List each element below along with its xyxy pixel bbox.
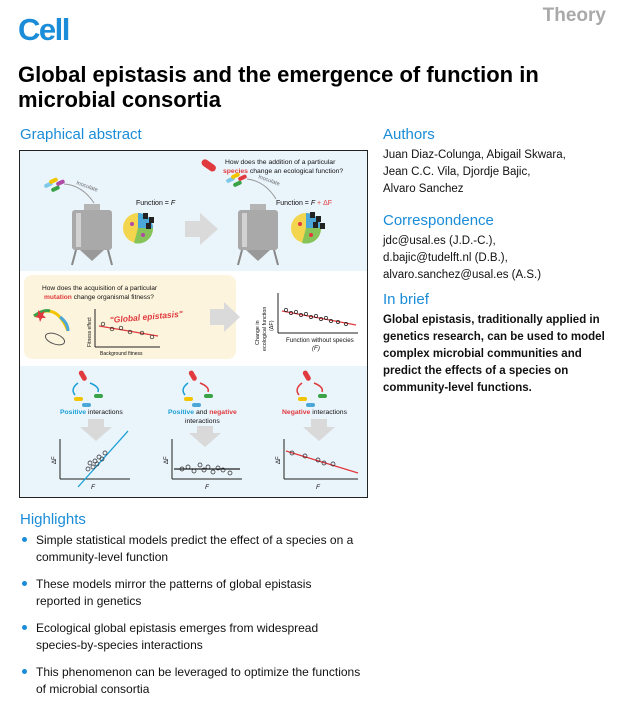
authors-heading: Authors (383, 126, 435, 143)
axis-x-mixed: F (205, 484, 209, 491)
highlight-text: Ecological global epistasis emerges from widespread (36, 621, 319, 635)
svg-text:Positive interactions (60, 409, 123, 416)
article-type-label: Theory (542, 5, 606, 26)
mixed-positive-label: Positive (168, 409, 195, 416)
change-in-function-line2: ecological function (262, 306, 268, 351)
mixed-and-label: and (194, 409, 210, 416)
highlight-item (20, 664, 380, 708)
correspondence-email[interactable]: jdc@usal.es (J.D.-C.), (383, 235, 496, 247)
svg-text:Positive and negative (168, 409, 237, 416)
authors-line: Juan Diaz-Colunga, Abigail Skwara, (383, 149, 566, 161)
mixed-interactions-label: interactions (185, 418, 220, 425)
positive-label: Positive (60, 409, 87, 416)
graphical-abstract-figure (19, 150, 368, 498)
correspondence-heading: Correspondence (383, 212, 494, 229)
svg-text:Function = F + ΔF (276, 200, 332, 207)
graphical-abstract-svg (20, 151, 367, 497)
in-brief-line: Global epistasis, traditionally applied in (383, 314, 600, 326)
function-label-left: Function = (136, 200, 171, 207)
authors-list (383, 147, 566, 198)
highlight-item (20, 532, 380, 576)
axis-x-negative: F (316, 484, 320, 491)
svg-text:Negative interactions (282, 409, 348, 416)
negative-label: Negative (282, 409, 311, 416)
function-without-species-line1: Function without species (286, 337, 354, 344)
question-mutation-line1: How does the acquisition of a particular (42, 285, 158, 292)
function-value-left: F (170, 200, 176, 207)
axis-y-negative: ΔF (276, 456, 282, 464)
bullet-icon (22, 669, 27, 674)
highlight-item (20, 576, 380, 620)
highlights-heading: Highlights (20, 511, 86, 528)
change-in-function-line3: (ΔF) (269, 320, 275, 331)
question-species-rest: change an ecological function? (247, 168, 344, 175)
highlight-text: of microbial consortia (36, 682, 150, 696)
highlight-item (20, 620, 380, 664)
authors-line: Jean C.C. Vila, Djordje Bajic, (383, 166, 531, 178)
in-brief-line: community-level functions. (383, 382, 532, 394)
axis-x-positive: F (91, 484, 95, 491)
in-brief-heading: In brief (383, 291, 429, 308)
journal-logo: Cell (18, 12, 69, 47)
question-mutation-highlight: mutation (44, 294, 72, 301)
negative-interactions-label: interactions (310, 409, 347, 416)
bullet-icon (22, 581, 27, 586)
in-brief-line: complex microbial communities and (383, 348, 582, 360)
in-brief-line: predict the effects of a species on (383, 365, 569, 377)
svg-text:mutation change organismal fit (44, 294, 154, 301)
inoculate-label-right: Inoculate (257, 174, 281, 188)
function-without-species-line2: (F) (312, 345, 320, 352)
question-species-highlight: species (223, 168, 248, 175)
highlight-text: These models mirror the patterns of global epistasis (36, 577, 312, 591)
question-mutation-rest: change organismal fitness? (71, 294, 154, 301)
axis-y-positive: ΔF (52, 456, 58, 464)
global-epistasis-label: "Global epistasis" (109, 308, 184, 325)
highlight-text: reported in genetics (36, 594, 142, 608)
inoculate-label-left: Inoculate (75, 180, 99, 194)
change-in-function-line1: Change in (255, 320, 261, 345)
function-delta-right: + ΔF (315, 200, 333, 207)
in-brief-text (383, 312, 623, 397)
correspondence-email[interactable]: d.bajic@tudelft.nl (D.B.), (383, 252, 508, 264)
fitness-effect-label: Fitness effect (87, 317, 93, 347)
function-label-right: Function = (276, 200, 311, 207)
axis-y-mixed: ΔF (164, 456, 170, 464)
svg-text:Function = F (136, 200, 176, 207)
highlight-text: This phenomenon can be leveraged to optimize the functions (36, 665, 361, 679)
function-value-right: F (310, 200, 316, 207)
correspondence-list (383, 233, 541, 284)
bullet-icon (22, 625, 27, 630)
mixed-negative-label: negative (209, 409, 237, 416)
highlights-list (20, 532, 380, 708)
article-title: Global epistasis and the emergence of function in microbial consortia (18, 62, 539, 112)
svg-text:species change an ecological f (223, 168, 343, 175)
question-species-line1: How does the addition of a particular (225, 159, 336, 166)
correspondence-email[interactable]: alvaro.sanchez@usal.es (A.S.) (383, 269, 542, 281)
positive-interactions-label: interactions (86, 409, 123, 416)
bullet-icon (22, 537, 27, 542)
highlight-text: Simple statistical models predict the effect of a species on a (36, 533, 354, 547)
background-fitness-label: Background fitness (100, 351, 143, 357)
highlight-text: species-by-species interactions (36, 638, 203, 652)
authors-line: Alvaro Sanchez (383, 183, 464, 195)
in-brief-line: genetics research, can be used to model (383, 331, 605, 343)
highlight-text: community-level function (36, 550, 169, 564)
graphical-abstract-heading: Graphical abstract (20, 126, 142, 143)
